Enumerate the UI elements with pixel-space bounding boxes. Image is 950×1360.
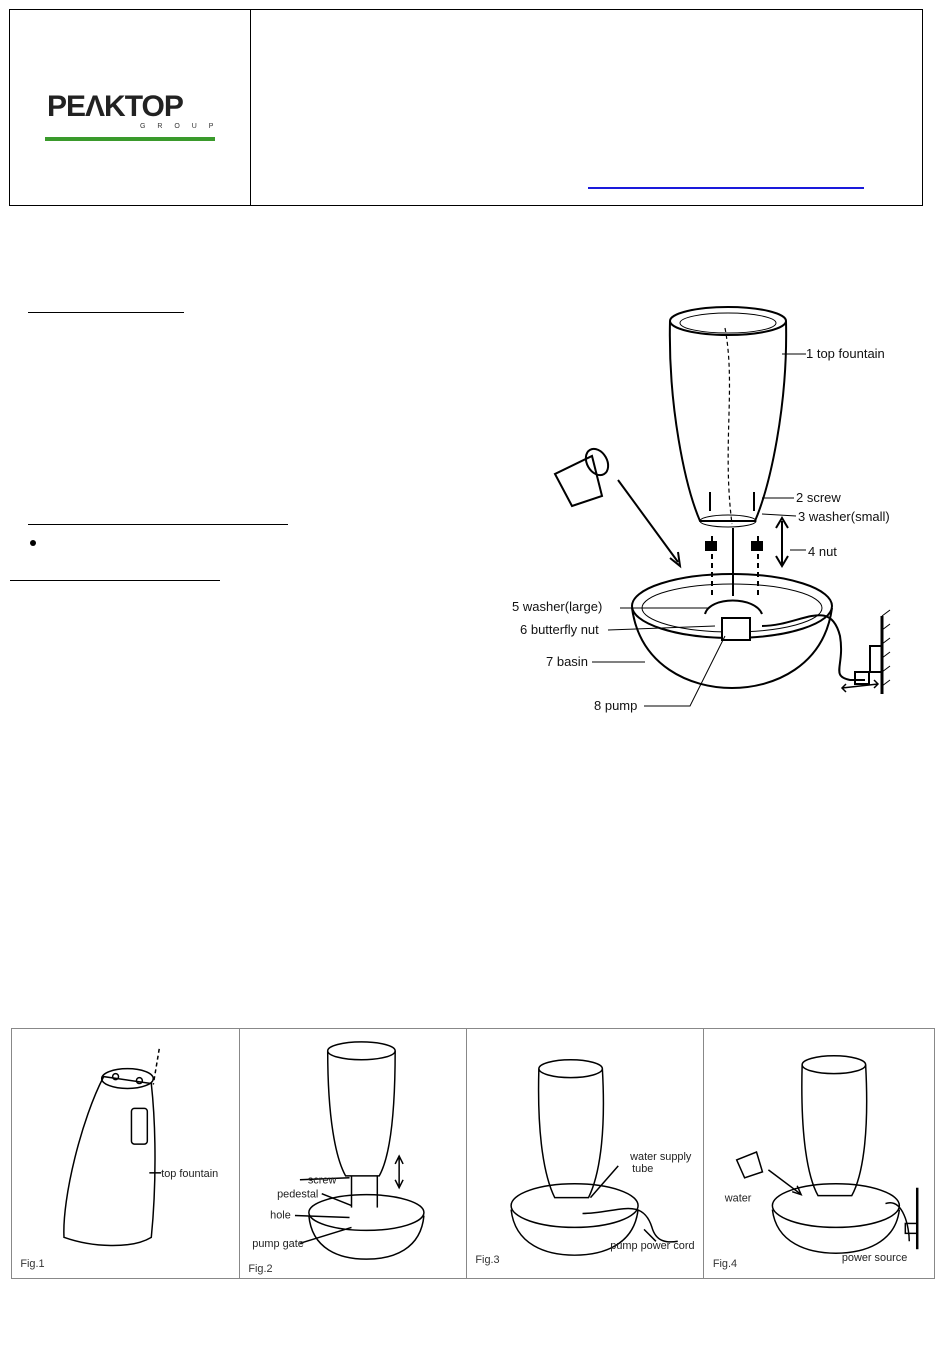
fig1-caption: Fig.1 — [20, 1258, 45, 1271]
figure-3-svg — [467, 1029, 703, 1278]
logo-subtext: G R O U P — [140, 123, 219, 130]
header-table — [9, 9, 923, 206]
fig2-caption: Fig.2 — [248, 1263, 273, 1276]
fig4-label-power-source: power source — [841, 1252, 908, 1265]
fig4-label-water: water — [724, 1192, 752, 1205]
fig2-label-pedestal: pedestal — [277, 1188, 319, 1201]
figure-2-svg — [240, 1029, 466, 1278]
fig2-label-screw: screw — [307, 1174, 337, 1187]
assembly-diagram — [500, 296, 920, 726]
figure-3 — [467, 1029, 704, 1278]
figure-4-svg — [704, 1029, 936, 1278]
figure-4 — [704, 1029, 936, 1278]
assembly-diagram-svg — [500, 296, 920, 726]
section-heading-underline — [10, 580, 220, 581]
fig3-caption: Fig.3 — [475, 1254, 500, 1267]
top-fountain-drawing — [670, 307, 786, 527]
logo-bar — [45, 137, 215, 141]
header-divider — [250, 10, 251, 205]
figure-1 — [12, 1029, 240, 1278]
fig4-caption: Fig.4 — [712, 1258, 738, 1271]
label-basin: 7 basin — [546, 654, 588, 669]
section-heading-underline — [28, 312, 184, 313]
basin-drawing — [632, 574, 890, 694]
fig1-label-top-fountain: top fountain — [161, 1167, 219, 1180]
fig4-drawing — [737, 1056, 918, 1253]
fig3-label-water-supply: water supply — [630, 1150, 692, 1163]
water-cup-drawing — [555, 445, 680, 566]
fig2-drawing — [295, 1042, 424, 1259]
figure-row — [11, 1028, 935, 1279]
label-nut: 4 nut — [808, 544, 837, 559]
logo-text: PEΛKTOP — [47, 90, 183, 123]
leader-lines — [592, 354, 806, 706]
fig3-label-tube: tube — [632, 1162, 654, 1175]
label-washer-small: 3 washer(small) — [798, 509, 890, 524]
label-top-fountain: 1 top fountain — [806, 346, 885, 361]
fig1-fountain-drawing — [64, 1049, 161, 1246]
figure-2 — [240, 1029, 467, 1278]
label-pump: 8 pump — [594, 698, 638, 713]
fig3-label-pump-power-cord: pump power cord — [610, 1240, 695, 1253]
fig2-label-pump-gate: pump gate — [252, 1238, 304, 1251]
label-washer-large: 5 washer(large) — [512, 599, 603, 614]
figure-1-svg — [12, 1029, 239, 1278]
label-screw: 2 screw — [796, 490, 841, 505]
header-link-underline[interactable] — [588, 187, 864, 189]
fig2-label-hole: hole — [270, 1209, 291, 1222]
screws-drawing — [706, 492, 788, 596]
company-logo — [45, 90, 225, 150]
label-butterfly-nut: 6 butterfly nut — [520, 622, 599, 637]
bullet-point — [30, 540, 36, 546]
section-heading-underline — [28, 524, 288, 525]
